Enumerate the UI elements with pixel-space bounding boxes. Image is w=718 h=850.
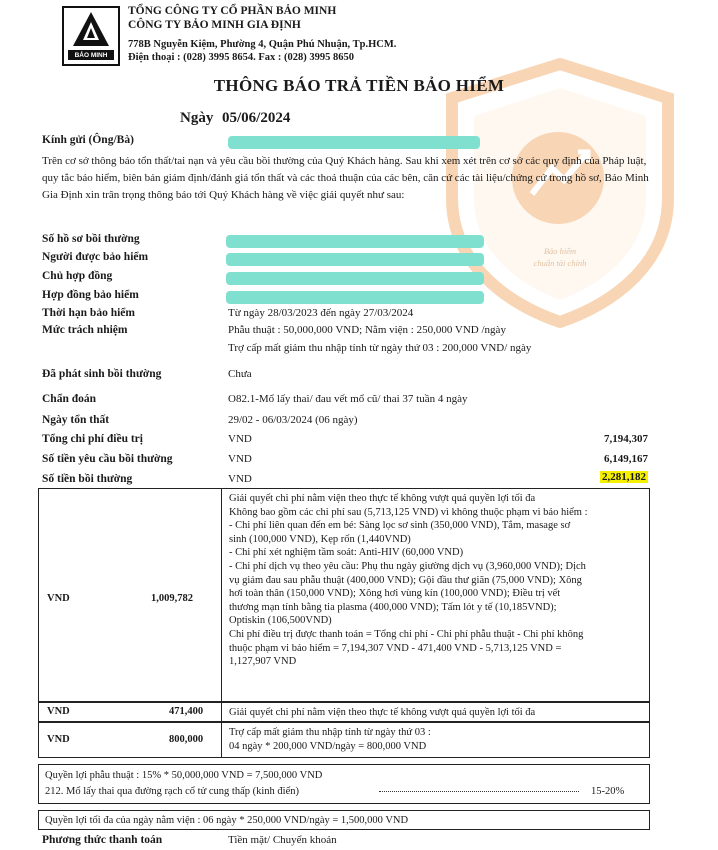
row-2-amount: 471,400: [169, 706, 204, 717]
redacted-holder: [226, 272, 484, 285]
address-line: 778B Nguyễn Kiệm, Phường 4, Quận Phú Nhuận, Tp.HCM.: [128, 39, 397, 50]
detail-line: Giải quyết chi phí nằm viện theo thực tế không vượt quá quyền lợi tối đa: [229, 493, 536, 504]
company-line-1: TỔNG CÔNG TY CỔ PHẦN BẢO MINH: [128, 5, 337, 17]
detail-line: thương mạn tính bằng tia plasma (400,000 VND); Tấm lót y tế (10,185VND);: [229, 601, 557, 613]
row-3-line-1: Trợ cấp mất giảm thu nhập tính từ ngày thứ 03 :: [229, 727, 431, 738]
row-3-amount-cell: [39, 723, 222, 757]
paid-value-box: [560, 471, 648, 483]
detail-line: 1,127,907 VND: [229, 656, 297, 668]
date-value: 05/06/2024: [222, 110, 291, 126]
redacted-insured: [226, 253, 484, 266]
surgery-benefit-block: [38, 764, 650, 804]
detail-row-3: [38, 722, 650, 758]
row-3-currency: VND: [47, 734, 70, 745]
detail-line: hơi toàn thân (150,000 VND); Xông hơi vùng kín (100,000 VND); Điều trị vết: [229, 588, 561, 600]
document-title: THÔNG BÁO TRẢ TIỀN BẢO HIỂM: [213, 76, 505, 95]
claim-no-label: Số hồ sơ bồi thường: [42, 233, 140, 245]
row-3-line-2: 04 ngày * 200,000 VND/ngày = 800,000 VND: [229, 740, 427, 752]
company-name: [128, 4, 336, 32]
detail-row-1: [38, 488, 650, 702]
surgery-percent: 15-20%: [591, 786, 625, 797]
hospital-line: Quyền lợi tối đa của ngày nằm viện : 06 ngày * 250,000 VND/ngày = 1,500,000 VND: [45, 815, 409, 826]
company-line-2: CÔNG TY BẢO MINH GIA ĐỊNH: [128, 19, 301, 31]
term-value: Từ ngày 28/03/2023 đến ngày 27/03/2024: [228, 307, 414, 319]
detail-row-2: [38, 702, 650, 722]
redacted-contract: [226, 291, 484, 304]
redacted-claim-no: [226, 235, 484, 248]
paid-value: 2,281,182: [602, 471, 646, 483]
logo-text: BẢO MINH: [74, 52, 108, 59]
requested-value: 6,149,167: [604, 453, 648, 465]
phone-line: Điện thoại : (028) 3995 8654. Fax : (028) 3995 8650: [128, 52, 355, 63]
date-label: Ngày: [180, 110, 214, 126]
total-cost-currency: VND: [228, 433, 252, 445]
diagnosis-value: O82.1-Mổ lấy thai/ đau vết mổ cũ/ thai 37 tuần 4 ngày: [228, 393, 468, 405]
paid-label: Số tiền bồi thường: [42, 473, 133, 485]
row-2-amount-cell: [39, 703, 222, 721]
company-address: [128, 38, 396, 64]
watermark-line-2: chuẩn tài chính: [533, 258, 587, 268]
row-1-amount: 1,009,782: [151, 593, 193, 604]
row-1-currency: VND: [47, 593, 70, 604]
redacted-recipient: [228, 136, 480, 149]
intro-paragraph: Trên cơ sở thông báo tổn thất/tai nạn và yêu cầu bồi thường của Quý Khách hàng. Sau khi xem xét trên cơ sở các quy định của Pháp luật, quy tắc bảo hiểm, biên bản giám định/đánh giá tổn thất và các thoả thuận của các bên, căn cứ các tài liệu/chứng cứ trong hồ sơ, Bảo Minh Gia Định xin trân trọng thông báo tới Quý Khách hàng về việc giải quyết như sau:: [42, 155, 649, 201]
contract-label: Hợp đồng bảo hiểm: [42, 289, 139, 301]
prior-claim-value: Chưa: [228, 368, 252, 380]
holder-label: Chủ hợp đồng: [42, 270, 113, 282]
row-3-amount: 800,000: [169, 734, 204, 745]
row-1-amount-cell: [39, 489, 222, 701]
detail-line: Optiskin (106,500VND): [229, 615, 332, 627]
detail-line: - Chi phí xét nghiệm tầm soát: Anti-HIV (60,000 VND): [229, 547, 464, 559]
term-label: Thời hạn bảo hiểm: [42, 307, 135, 319]
hospital-benefit-block: [38, 810, 650, 830]
detail-line: - Chi phí dịch vụ theo yêu cầu: Phụ thu ngày giường dịch vụ (3,960,000 VND); Dịch: [229, 560, 586, 572]
requested-label: Số tiền yêu cầu bồi thường: [42, 453, 173, 465]
watermark-line-1: Bảo hiểm: [543, 246, 577, 256]
row-2-currency: VND: [47, 706, 70, 717]
paid-currency: VND: [228, 473, 252, 485]
row-3-detail: [229, 726, 431, 753]
payment-method-value: Tiền mặt/ Chuyển khoản: [228, 834, 337, 846]
greeting: Kính gửi (Ông/Bà): [42, 134, 134, 146]
detail-line: vụ giảm đau sau phẫu thuật (400,000 VND); Gội đầu thư giãn (75,000 VND); Xông: [229, 574, 582, 586]
loss-date-value: 29/02 - 06/03/2024 (06 ngày): [228, 414, 358, 426]
liability-label: Mức trách nhiệm: [42, 324, 128, 336]
payment-method-label: Phương thức thanh toán: [42, 834, 163, 846]
detail-line: thuộc phạm vi bảo hiểm = 7,194,307 VND - 471,400 VND - 5,713,125 VND =: [229, 642, 562, 654]
surgery-dotted-leader: [379, 791, 579, 792]
row-1-details: [229, 492, 645, 669]
diagnosis-label: Chẩn đoán: [42, 393, 97, 405]
liability-line-1: Phẫu thuật : 50,000,000 VND; Nằm viện : 250,000 VND /ngày: [228, 324, 506, 336]
detail-line: - Chi phí liên quan đến em bé: Sàng lọc sơ sinh (350,000 VND), Tắm, masage sơ: [229, 520, 571, 532]
prior-claim-label: Đã phát sinh bồi thường: [42, 368, 162, 380]
total-cost-label: Tổng chi phí điều trị: [42, 433, 143, 445]
insured-label: Người được bảo hiểm: [42, 251, 149, 263]
detail-line: sinh (100,000 VND), Kẹp rốn (1,440VND): [229, 533, 411, 545]
detail-line: Chi phí điều trị được thanh toán = Tổng chi phí - Chi phí phẫu thuật - Chi phí không: [229, 628, 584, 640]
row-2-detail: Giải quyết chi phí nằm viện theo thực tế không vượt quá quyền lợi tối đa: [229, 707, 536, 718]
liability-line-2: Trợ cấp mất giảm thu nhập tính từ ngày thứ 03 : 200,000 VND/ ngày: [228, 342, 532, 354]
total-cost-value: 7,194,307: [604, 433, 648, 445]
requested-currency: VND: [228, 453, 252, 465]
surgery-line-1: Quyền lợi phẫu thuật : 15% * 50,000,000 VND = 7,500,000 VND: [45, 770, 323, 781]
loss-date-label: Ngày tổn thất: [42, 414, 110, 426]
surgery-line-2: 212. Mổ lấy thai qua đường rạch cổ tử cung thấp (kinh điển): [45, 786, 299, 797]
bao-minh-logo: [62, 6, 120, 66]
detail-line: Không bao gồm các chi phí sau (5,713,125 VND) vì không thuộc phạm vi bảo hiểm :: [229, 506, 588, 518]
